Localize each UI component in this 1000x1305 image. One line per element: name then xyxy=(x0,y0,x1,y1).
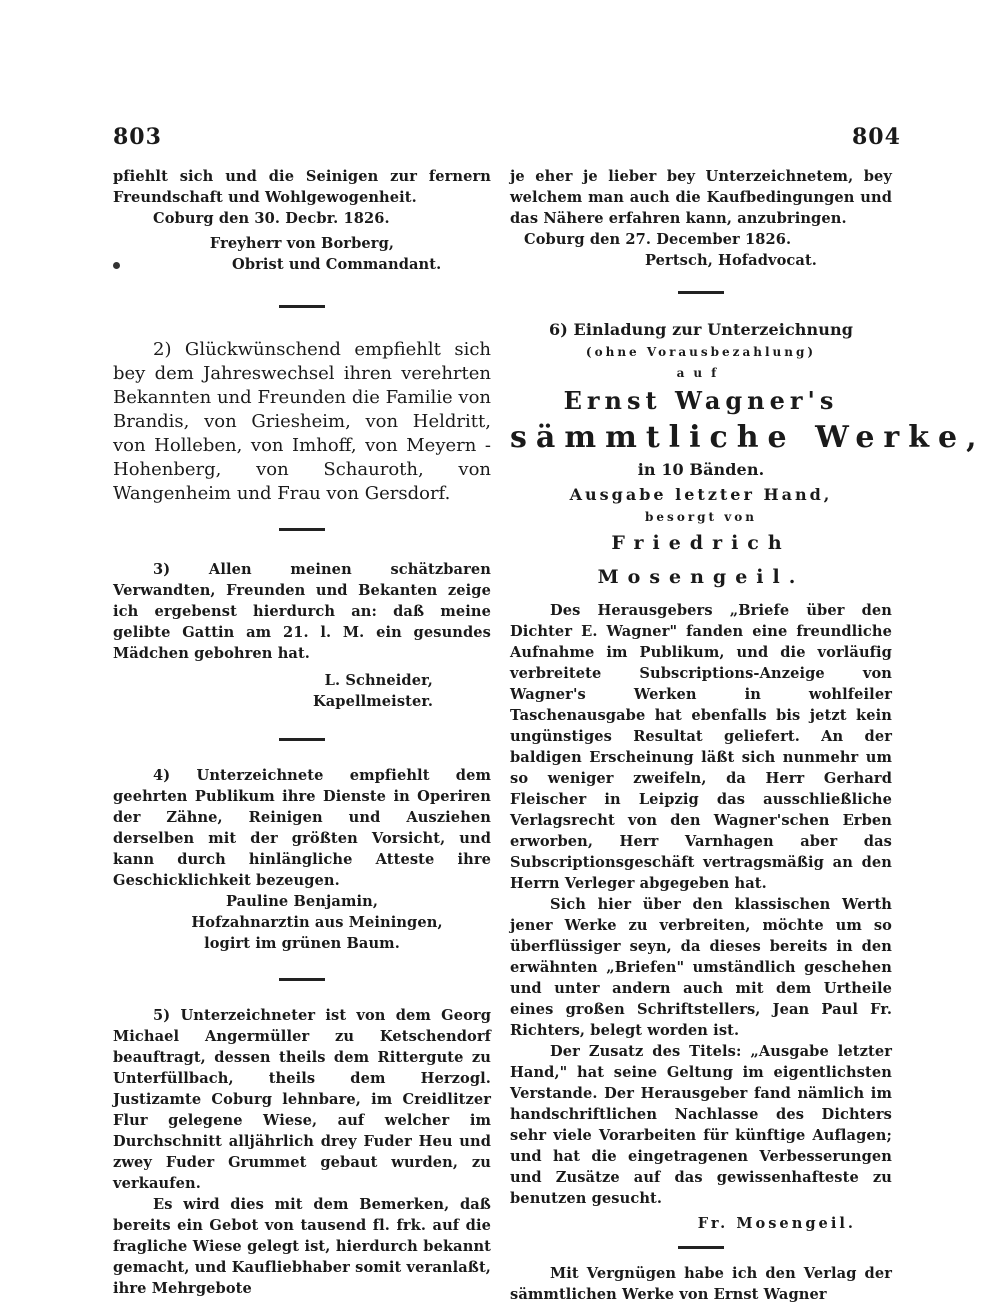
section-divider xyxy=(279,305,325,308)
signature-line: logirt im grünen Baum. xyxy=(204,935,400,952)
announcement-subheading: (ohne Vorausbezahlung) xyxy=(585,345,817,359)
notice-text: 2) Glückwünschend empfiehlt sich bey dem Jahreswechsel ihren verehrten Bekannten und Freunden die Familie von Brandis, von Griesheim, von Heldritt, von Holleben, von Imhoff, von Meyern - Hohenberg, von Schauroth, von Wangenheim und Frau von Gersdorf. xyxy=(113,339,491,504)
paragraph: Der Zusatz des Titels: „Ausgabe letzter Hand," hat seine Geltung im eigentlichsten Verstande. Der Herausgeber fand nämlich im handschriftlichen Nachlasse des Dichters sehr viele Vorarbeiten für künftige Auflagen; und hat die eingetragenen Verbesserungen und Zusätze auf das gewissenhafteste zu benutzen gesucht. xyxy=(510,1043,892,1207)
notice-continuation xyxy=(510,166,892,271)
notice-text: Es wird dies mit dem Bemerken, daß bereits ein Gebot von tausend fl. frk. auf die fragliche Wiese gelegt ist, hierdurch bekannt gemacht, und Kaufliebhaber somit veranlaßt, ihre Mehrgebote xyxy=(113,1196,491,1297)
notice-2 xyxy=(113,338,491,506)
book-title: sämmtliche Werke, xyxy=(510,420,986,455)
page-number-right: 804 xyxy=(852,124,901,150)
signature-line: Kapellmeister. xyxy=(312,693,433,710)
signature-line: Fr. Mosengeil. xyxy=(697,1215,856,1232)
notice-text: pfiehlt sich und die Seinigen zur fernern Freundschaft und Wohlgewogenheit. xyxy=(113,168,491,206)
signature-line: Hofzahnarztin aus Meiningen, xyxy=(191,914,443,931)
notice-continuation xyxy=(113,166,491,275)
notice-text: 4) Unterzeichnete empfiehlt dem geehrten Publikum ihre Dienste in Operiren der Zähne, Reinigen und Ausziehen derselben mit der größten Vorsicht, und kann durch hinlängliche Atteste ihre Geschicklichkeit bezeugen. xyxy=(113,767,491,889)
signature-line: Freyherr von Borberg, xyxy=(209,235,395,252)
announcement-subheading: auf xyxy=(676,366,726,380)
announcement-heading: 6) Einladung zur Unterzeichnung xyxy=(548,320,854,339)
section-divider xyxy=(279,978,325,981)
signature-line: L. Schneider, xyxy=(324,672,433,689)
notice-date: Coburg den 30. Decbr. 1826. xyxy=(153,210,390,227)
section-divider xyxy=(678,1246,724,1249)
paragraph: Mit Vergnügen habe ich den Verlag der sämmtlichen Werke von Ernst Wagner xyxy=(510,1265,892,1303)
left-column xyxy=(113,166,491,1299)
notice-6 xyxy=(510,318,986,1305)
right-column xyxy=(510,166,986,1305)
signature-line: Pauline Benjamin, xyxy=(225,893,379,910)
notice-text: je eher je lieber bey Unterzeichnetem, bey welchem man auch die Kaufbedingungen und das Nähere erfahren kann, anzubringen. xyxy=(510,168,892,227)
notice-5 xyxy=(113,1005,491,1299)
paragraph: Sich hier über den klassischen Werth jener Werke zu verbreiten, möchte um so überflüssiger seyn, da dieses bereits in den erwähnten „Briefen" umständlich geschehen und unter andern auch mit dem Urtheile eines großen Schriftstellers, Jean Paul Fr. Richters, belegt worden ist. xyxy=(510,896,892,1039)
paragraph: Des Herausgebers „Briefe über den Dichter E. Wagner" fanden eine freundliche Aufnahme im Publikum, und die vorläufig verbreitete Subscriptions-Anzeige von Wagner's Werken in wohlfeiler Taschenausgabe hat ebenfalls bis jetzt kein ungünstiges Resultat geliefert. An der baldigen Erscheinung läßt sich nunmehr um so weniger zweifeln, da Herr Gerhard Fleischer in Leipzig das ausschließliche Verlagsrecht von den Wagner'schen Erben erworben, Herr Varnhagen aber das Subscriptionsgeschäft vertragsmäßig an den Herrn Verleger abgegeben hat. xyxy=(510,602,892,892)
section-divider xyxy=(678,291,724,294)
notice-text: 5) Unterzeichneter ist von dem Georg Michael Angermüller zu Ketschendorf beauftragt, dessen theils dem Rittergute zu Unterfüllbach, theils dem Herzogl. Justizamte Coburg lehnbare, im Creidlitzer Flur gelegene Wiese, auf welcher im Durchschnitt alljährlich drey Fuder Heu und zwey Fuder Grummet gebaut wurden, zu verkaufen. xyxy=(113,1007,491,1192)
notice-4 xyxy=(113,765,491,954)
book-edition: Ausgabe letzter Hand, xyxy=(569,485,833,504)
signature-line: Pertsch, Hofadvocat. xyxy=(644,252,817,269)
book-editor: Friedrich Mosengeil. xyxy=(597,532,805,588)
book-author: Ernst Wagner's xyxy=(563,386,839,415)
page-number-left: 803 xyxy=(113,124,162,150)
section-divider xyxy=(279,528,325,531)
signature-line: Obrist und Commandant. xyxy=(113,254,491,275)
book-volumes: in 10 Bänden. xyxy=(637,460,765,479)
book-editor-label: besorgt von xyxy=(645,510,757,524)
notice-date: Coburg den 27. December 1826. xyxy=(524,231,792,248)
section-divider xyxy=(279,738,325,741)
notice-text: 3) Allen meinen schätzbaren Verwandten, Freunden und Bekanten zeige ich ergebenst hierdurch an: daß meine gelibte Gattin am 21. l. M. ein gesundes Mädchen gebohren hat. xyxy=(113,561,491,662)
notice-3 xyxy=(113,559,491,712)
ink-spot-icon xyxy=(113,262,120,269)
